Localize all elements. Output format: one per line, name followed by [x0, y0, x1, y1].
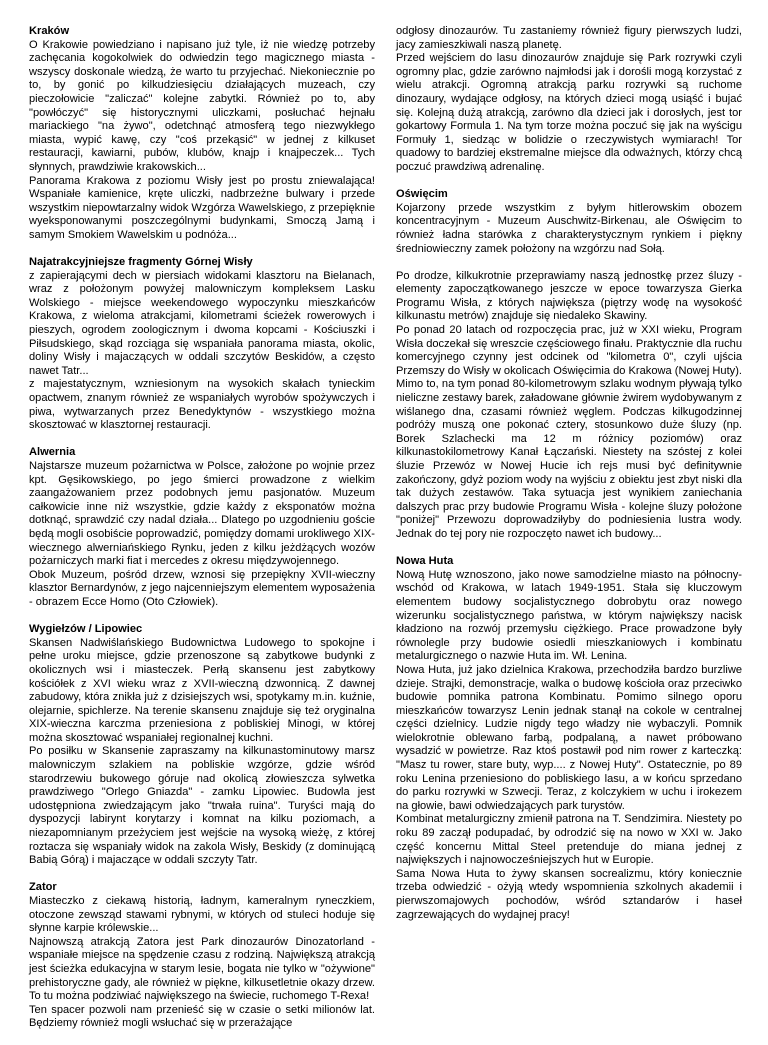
paragraph: Skansen Nadwiślańskiego Budownictwa Ludowego to spokojne i pełne uroku miejsce, gdzie przenoszone są zabytkowe budynki z okolicznych wsi i miasteczek. Perłą skansenu jest zabytkowy kościółek z XVI wieku wraz z XVII-wieczną dzwonnicą. Z dawnej zabudowy, która znikła już z dzisiejszych wsi, spotykamy m.in. kuźnie, olejarnie, spichlerze. Na terenie skansenu znajduje się też oryginalna XIX-wieczna karczma przeniesiona z pobliskiej Minogi, w której można skosztować wspaniałej regionalnej kuchni. — [29, 636, 375, 744]
paragraph: Najnowszą atrakcją Zatora jest Park dinozaurów Dinozatorland - wspaniałe miejsce na spędzenie czasu z rodziną. Największą atrakcją jest ścieżka edukacyjna w starym lesie, bogata nie tylko w "ożywione" prehistoryczne gady, ale również w piękne, kilkusetletnie okazy drzew. To tu można podziwiać największego na świecie, ruchomego T-Rexa! — [29, 935, 375, 1003]
right-column — [396, 25, 742, 936]
paragraph: Kojarzony przede wszystkim z byłym hitlerowskim obozem koncentracyjnym - Muzeum Auschwitz-Birkenau, ale Oświęcim to również ładna starówka z charakterystycznym rynkiem i piękny średniowieczny zamek położony na wzgórzu nad Sołą. — [396, 201, 742, 255]
section-wygielzow-lipowiec — [29, 623, 375, 868]
section-alwernia — [29, 446, 375, 609]
section-krakow — [29, 25, 375, 243]
section-continued — [396, 25, 742, 175]
paragraph: Po drodze, kilkukrotnie przeprawiamy naszą jednostkę przez śluzy - elementy zapoczątkowanego jeszcze w epoce towarzysza Gierka Programu Wisła, z których największa (piętrzy wodę na wysokość kilkunastu metrów) znajduje się niedaleko Skawiny. — [396, 269, 742, 323]
paragraph: Po posiłku w Skansenie zapraszamy na kilkunastominutowy marsz malowniczym szlakiem na pobliskie wzgórze, gdzie wśród starodrzewiu bukowego góruje nad okolicą złowieszcza sylwetka prawdziwego "Orlego Gniazda" - zamku Lipowiec. Budowla jest udostępniona zwiedzającym jako "trwała ruina". Turyści mają do dyspozycji labirynt korytarzy i komnat na kilku poziomach, a niezapomnianym przeżyciem jest wejście na wysoką wieżę, z której roztacza się wspaniały widok na zakola Wisły, Beskidy (z dominującą Babią Górą) i majaczące w oddali szczyty Tatr. — [29, 745, 375, 867]
paragraph: Przed wejściem do lasu dinozaurów znajduje się Park rozrywki czyli ogromny plac, gdzie zarówno najmłodsi jak i dorośli mogą korzystać z wielu atrakcji. Ogromną atrakcją parku rozrywki są ruchome dinozaury, wydające odgłosy, na których dzieci mogą usiąść i bujać się. Kolejną dużą atrakcją, zarówno dla dzieci jak i dorosłych, jest tor gokartowy Formula 1. Na tym torze można poczuć się jak na wyścigu Formuły 1, siedząc w bolidzie o rzeczywistych wymiarach! Tor quadowy to bardziej ekstremalne miejsce dla odważnych, którzy chcą poczuć prawdziwą adrenalinę. — [396, 52, 742, 173]
paragraph: Ten spacer pozwoli nam przenieść się w czasie o setki milionów lat. Będziemy również mogli wsłuchać się w przerażające — [29, 1003, 375, 1030]
paragraph: z zapierającymi dech w piersiach widokami klasztoru na Bielanach, wraz z położonym powyżej malowniczym kompleksem Lasku Wolskiego - miejsce weekendowego wypoczynku mieszkańców Krakowa, z wieloma atrakcjami, kilometrami ścieżek rowerowych i pieszych, ogrodem zoologicznym i dwoma kopcami - Kościuszki i Piłsudskiego, skąd rozciąga się wspaniała panorama miasta, okolic, doliny Wisły i majaczących w oddali szczytów Beskidów, a często nawet Tatr... — [29, 269, 375, 377]
paragraph: Nowa Huta, już jako dzielnica Krakowa, przechodziła bardzo burzliwe dzieje. Strajki, demonstracje, walka o budowę kościoła oraz przeciwko budowie pomnika patrona Kombinatu. Pomimo silnego oporu mieszkańców towarzysz Lenin jednak stanął na cokole w centralnej części dzielnicy. Ludzie nigdy tego władzy nie wybaczyli. Pomnik wielokrotnie oblewano farbą, podpalaną, a nawet próbowano wysadzić w powietrze. Raz ktoś postawił pod nim rower z karteczką: "Masz tu rower, stare buty, wyp.... z Nowej Huty". Ostatecznie, po 89 roku Lenina przeniesiono do pobliskiego lasu, a w końcu sprzedano do parku rozrywki w Szwecji. Teraz, z kolczykiem w uchu i irokezem na głowie, bawi odwiedzających park turystów. — [396, 663, 742, 812]
section-heading: Oświęcim — [396, 188, 448, 201]
paragraph: Sama Nowa Huta to żywy skansen socrealizmu, który koniecznie trzeba odwiedzić - ożyją wtedy wspomnienia szkolnych akademii i pierwszomajowych pochodów, wśród sztandarów i haseł zagrzewających do wydajnej pracy! — [396, 867, 742, 921]
paragraph: Kombinat metalurgiczny zmienił patrona na T. Sendzimira. Niestety po roku 89 zaczął podupadać, by odrodzić się na nowo w XXI w. Jako część koncernu Mittal Steel pretenduje do miana jednej z największych i najnowocześniejszych hut w Europie. — [396, 813, 742, 867]
paragraph: Obok Muzeum, pośród drzew, wznosi się przepiękny XVII-wieczny klasztor Bernardynów, z jego najcenniejszym elementem wyposażenia - obrazem Ecce Homo (Oto Człowiek). — [29, 568, 375, 608]
section-najatrakcyjniejsze-fragmenty-gornej-wisly — [29, 256, 375, 433]
section-heading: Wygiełzów / Lipowiec — [29, 623, 143, 636]
paragraph: Miasteczko z ciekawą historią, ładnym, kameralnym ryneczkiem, otoczone zewsząd stawami rybnymi, w których od stuleci hoduje się słynne karpie królewskie... — [29, 895, 375, 935]
section-continued — [396, 270, 742, 542]
paragraph: z majestatycznym, wzniesionym na wysokich skałach tynieckim opactwem, znanym również ze wspaniałych wyrobów spożywczych i piwa, wytwarzanych przez Benedyktynów - wszystkiego można skosztować w klasztornej restauracji. — [29, 378, 375, 432]
paragraph: Nową Hutę wznoszono, jako nowe samodzielne miasto na północny-wschód od Krakowa, w latach 1949-1951. Stała się kluczowym elementem budowy socjalistycznego dobrobytu oraz nowego wizerunku socjalistycznego państwa, w którym największy nacisk kładziono na rozwój przemysłu ciężkiego. Prace prowadzone były równolegle przy budowie osiedli mieszkaniowych i kombinatu metalurgicznego o nazwie Huta im. Wł. Lenina. — [396, 568, 742, 663]
section-oswiecim — [396, 188, 742, 256]
section-heading: Najatrakcyjniejsze fragmenty Górnej Wisły — [29, 256, 253, 269]
paragraph: O Krakowie powiedziano i napisano już tyle, iż nie wiedzę potrzeby zachęcania kogokolwiek do odwiedzin tego magicznego miasta - wszyscy doskonale wiedzą, że warto tu przyjechać. Niekoniecznie po to, by gonić po kilkudziesięciu działających muzeach, czy pieczołowicie "zaliczać" kolejne zabytki. Również po to, aby "powłóczyć" się historycznymi uliczkami, posłuchać hejnału mariackiego "na żywo", odetchnąć atmosferą tego niezwykłego miasta, wypić kawę, czy "coś przekąsić" w jednej z kilkuset restauracji, kawiarni, pubów, klubów, knajp i knajpeczek... Tych słynnych, prawdziwie krakowskich... — [29, 38, 375, 173]
section-heading: Alwernia — [29, 446, 76, 459]
paragraph: Po ponad 20 latach od rozpoczęcia prac, już w XXI wieku, Program Wisła doczekał się wreszcie częściowego finału. Praktycznie dla ruchu komercyjnego czynny jest odcinek od "kilometra 0", czyli ujścia Przemszy do Wisły w okolicach Oświęcimia do Krakowa (Nowej Huty). Mimo to, na tym ponad 80-kilometrowym szlaku wodnym pływają tylko nieliczne zestawy barek, załadowane głównie żwirem wydobywanym z wiślanego dna, czasami również węglem. Podczas kilkugodzinnej podróży muszą one pokonać cztery, stosunkowo duże śluzy (np. Borek Szlachecki ma 12 m różnicy poziomów) oraz kilkunastokilometrowy Kanał Łączański. Niestety na szóstej z kolei śluzie Przewóz w Nowej Hucie ich rejs musi być definitywnie zakończony, gdyż poziom wody na wyjściu z obiektu jest zbyt niski dla tak dużych zestawów. Taka sytuacja jest wynikiem zaniechania dalszych prac przy budowie Programu Wisła - kolejne śluzy położone "poniżej" Przewozu doprowadziłyby do podniesienia lustra wody. Jednak do tej pory nie rozpoczęto nawet ich budowy... — [396, 324, 742, 540]
section-heading: Zator — [29, 881, 57, 894]
paragraph: odgłosy dinozaurów. Tu zastaniemy również figury pierwszych ludzi, jacy zamieszkiwali naszą planetę. — [396, 25, 742, 51]
left-column — [29, 25, 375, 1045]
section-heading: Kraków — [29, 25, 70, 37]
paragraph: Najstarsze muzeum pożarnictwa w Polsce, założone po wojnie przez kpt. Gęsikowskiego, po jego śmierci prowadzone z wielkim zaangażowaniem przez podobnych jemu pasjonatów. Muzeum całkowicie inne niż wszystkie, gdzie każdy z eksponatów można dotknąć, sprawdzić czy nadal działa... Dlatego po uzgodnieniu goście będą mogli osobiście poprowadzić, pomiędzy domami urokliwego XIX-wiecznego alwerniańskiego Rynku, jeden z kilku jeżdżących wozów pożarniczych marki fiat i mercedes z okresu międzywojennego. — [29, 460, 375, 568]
section-zator — [29, 881, 375, 1031]
section-nowa-huta — [396, 555, 742, 922]
section-heading: Nowa Huta — [396, 555, 454, 568]
paragraph: Panorama Krakowa z poziomu Wisły jest po prostu zniewalająca! Wspaniałe kamienice, kręte uliczki, nadbrzeżne bulwary i przede wszystkim niepowtarzalny widok Wzgórza Wawelskiego, z przepięknie wyeksponowanymi poszczególnymi budynkami, Smoczą Jamą i samym Smokiem Wawelskim u podnóża... — [29, 174, 375, 241]
